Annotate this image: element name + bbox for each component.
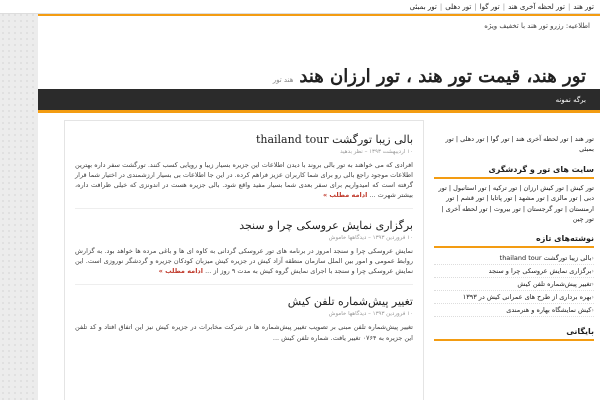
nav-item-sample-page[interactable]: برگه نمونه <box>555 95 586 104</box>
main-content <box>64 120 424 400</box>
top-nav <box>0 0 600 14</box>
topnav-separator: | <box>474 2 477 11</box>
post-excerpt <box>75 246 413 276</box>
read-more-link[interactable]: ادامه مطلب » <box>322 191 368 200</box>
post-title[interactable]: بالی زیبا تورگشت thailand tour <box>255 133 413 146</box>
recent-post-link[interactable]: ‹ بالی زیبا تورگشت thailand tour <box>434 252 594 265</box>
post-excerpt-text: افرادی که می خواهند به تور بالی بروند با دیدن اطلاعات این جزیره بسیار زیبا و رویایی کسب کنند. تورگشت سفر داره بهترین اطلاعات موجود راجع بالی رو برای شما کاربران عزیز فراهم کرده. در این جا اطلاعات بی بسیار ارزشمندی در اختیار شما قرار گرفته است که امیدواریم برای سفر بعدی شما بسیار مفید واقع شود. بالی جزیره هست در اندونزی که خیلی ظرافت داره، بیشتر شهرت ... <box>75 161 413 200</box>
widget-title: نوشته‌های تازه <box>434 234 594 248</box>
main-nav <box>38 89 600 113</box>
sidebar-links[interactable]: تور هند | تور لحظه آخری هند | تور گوا | تور دهلی | تور بمبئی <box>445 135 594 154</box>
topnav-link-goa[interactable]: تور گوا <box>479 2 500 11</box>
topnav-separator: | <box>502 2 506 11</box>
topnav-link-lastminute[interactable]: تور لحظه آخری هند <box>508 2 565 11</box>
recent-post-link[interactable]: ‹ بهره برداری از طرح های عمرانی کیش در ۱۳۹۳ <box>434 291 594 304</box>
post <box>75 127 413 209</box>
topnav-link-india[interactable]: تور هند <box>573 2 594 11</box>
travel-sites-links[interactable]: تور کیش | تور کیش ارزان | تور ترکیه | تور استانبول | تور دبی | تور مالزی | تور مشهد | تور پاتایا | تور قشم | تور ارمنستان | تور گرجستان | تور بیروت | تور لحظه آخری | تور چین <box>438 183 594 223</box>
post-excerpt-text: نمایش عروسکی چرا و سنجد امروز در برنامه های تور عروسکی گردانی به کاوه ای ها و باغی مرده ها خواهد بود. به گزارش روابط عمومی و امور بین الملل سازمان منطقه آزاد کیش در جزیره کیش میزبان کودکان جزیره و گردشگر نوروزی است. این نمایش عروسکی چرا و سنجد با اجرای نمایش گروه کیش به مدت ۹ روز از ... <box>75 247 413 276</box>
topnav-separator: | <box>567 2 571 11</box>
widget-travel-sites <box>434 165 594 225</box>
topnav-link-mumbai[interactable]: تور بمبئی <box>409 2 437 11</box>
widget-archives <box>434 327 594 341</box>
post-meta: ۱۰ فروردین ۱۳۹۳ – دیدگاهها خاموش <box>328 235 413 242</box>
read-more-link[interactable]: ادامه مطلب » <box>158 267 203 276</box>
widget-title: سایت های تور و گردشگری <box>434 165 594 179</box>
topnav-separator: | <box>439 2 443 11</box>
topnav-link-delhi[interactable]: تور دهلی <box>445 2 472 11</box>
site-branding <box>273 66 586 87</box>
recent-post-link[interactable]: ‹ کیش نمایشگاه بهاره و هنرمندی <box>434 304 594 317</box>
post-title[interactable]: برگزاری نمایش عروسکی چرا و سنجد <box>239 219 413 233</box>
post <box>75 289 413 350</box>
post-excerpt <box>75 160 413 200</box>
page-wrapper <box>38 14 600 400</box>
post-excerpt-text: تغییر پیش‌شماره تلفن مبنی بر تصویب تغییر پیش‌شماره ها در شرکت مخابرات در جزیره کیش نیز این اتفاق افتاد و کد تلفن این جزیره به ۰۷۶۴ تغییر یافت. شماره تلفن کیش ... <box>75 323 413 342</box>
post-meta: ۱۰ فروردین ۱۳۹۳ – دیدگاهها خاموش <box>328 311 413 318</box>
header-notice: اطلاعیه: رزرو تور هند با تخفیف ویژه <box>484 22 590 30</box>
post-excerpt <box>75 322 413 342</box>
post-title[interactable]: تغییر پیش‌شماره تلفن کیش <box>287 295 413 309</box>
site-description: هند تور <box>272 76 294 84</box>
widget-title: بایگانی <box>434 327 594 341</box>
sidebar <box>434 134 594 351</box>
widget-links <box>434 134 594 155</box>
site-title[interactable]: تور هند، قیمت تور هند ، تور ارزان هند <box>299 66 586 87</box>
recent-post-link[interactable]: ‹ برگزاری نمایش عروسکی چرا و سنجد <box>434 265 594 278</box>
widget-recent-posts <box>434 234 594 317</box>
post-meta: ۱۰ اردیبهشت ۱۳۹۳ – نظر بدهید <box>340 149 413 155</box>
recent-post-link[interactable]: ‹ تغییر پیش‌شماره تلفن کیش <box>434 278 594 291</box>
post <box>75 213 413 285</box>
